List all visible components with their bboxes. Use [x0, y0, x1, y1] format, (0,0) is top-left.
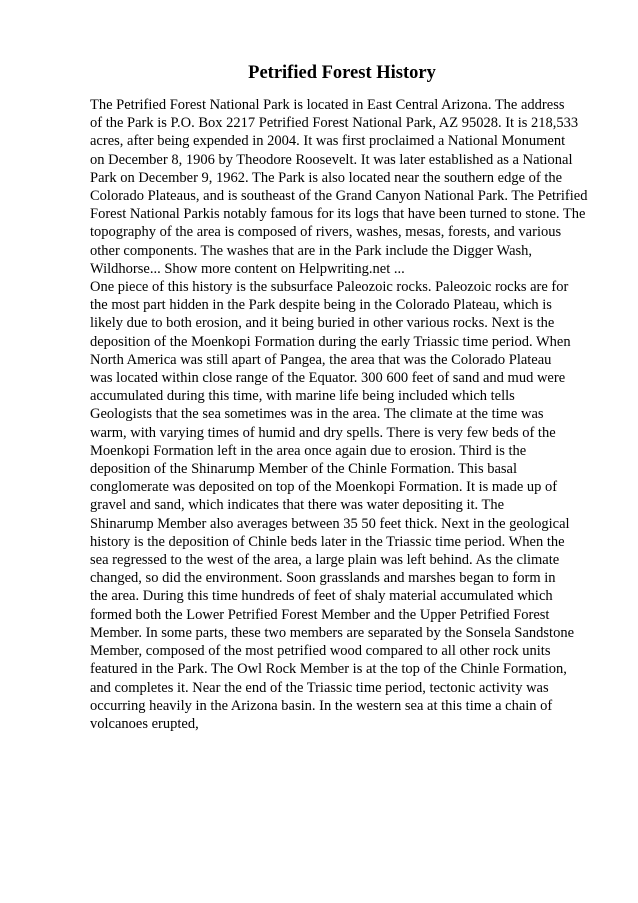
- body-text-line: featured in the Park. The Owl Rock Member is at the top of the Chinle Formation,: [90, 661, 567, 678]
- body-text-line: history is the deposition of Chinle beds later in the Triassic time period. When the: [90, 533, 565, 550]
- document-body: [90, 96, 600, 733]
- body-text-line: occurring heavily in the Arizona basin. In the western sea at this time a chain of: [90, 697, 553, 714]
- body-text-line: warm, with varying times of humid and dry spells. There is very few beds of the: [90, 424, 556, 441]
- body-text-line: sea regressed to the west of the area, a large plain was left behind. As the climate: [90, 552, 560, 569]
- body-text-line: Geologists that the sea sometimes was in the area. The climate at the time was: [90, 406, 544, 423]
- body-text-line: topography of the area is composed of rivers, washes, mesas, forests, and various: [90, 224, 562, 241]
- body-text-line: Wildhorse... Show more content on Helpwriting.net ...: [90, 260, 405, 277]
- body-text-line: accumulated during this time, with marine life being included which tells: [90, 388, 515, 405]
- document-title: Petrified Forest History: [248, 63, 436, 83]
- body-text-line: volcanoes erupted,: [90, 715, 199, 732]
- body-text-line: other components. The washes that are in the Park include the Digger Wash,: [90, 242, 533, 259]
- body-text-line: Park on December 9, 1962. The Park is also located near the southern edge of the: [90, 169, 563, 186]
- body-text-line: The Petrified Forest National Park is located in East Central Arizona. The address: [90, 97, 565, 113]
- body-text-line: the area. During this time hundreds of feet of shaly material accumulated which: [90, 588, 553, 605]
- body-text-line: was located within close range of the Equator. 300 600 feet of sand and mud were: [90, 370, 566, 387]
- body-text-line: of the Park is P.O. Box 2217 Petrified Forest National Park, AZ 95028. It is 218,533: [90, 115, 579, 132]
- body-text-line: North America was still apart of Pangea, the area that was the Colorado Plateau: [90, 351, 552, 368]
- body-text-line: likely due to both erosion, and it being buried in other various rocks. Next is the: [90, 315, 555, 332]
- body-text-line: Member. In some parts, these two members are separated by the Sonsela Sandstone: [90, 624, 575, 641]
- body-text-line: Forest National Parkis notably famous for its logs that have been turned to stone. The: [90, 206, 586, 223]
- body-text-line: conglomerate was deposited on top of the Moenkopi Formation. It is made up of: [90, 479, 558, 496]
- body-text-line: gravel and sand, which indicates that there was water depositing it. The: [90, 497, 505, 514]
- body-text-line: and completes it. Near the end of the Triassic time period, tectonic activity was: [90, 679, 549, 696]
- body-text-line: the most part hidden in the Park despite being in the Colorado Plateau, which is: [90, 297, 552, 314]
- body-text-line: acres, after being expended in 2004. It was first proclaimed a National Monument: [90, 133, 566, 150]
- body-text-line: on December 8, 1906 by Theodore Roosevelt. It was later established as a National: [90, 151, 573, 168]
- body-text-line: Moenkopi Formation left in the area once again due to erosion. Third is the: [90, 442, 527, 459]
- body-text-line: formed both the Lower Petrified Forest Member and the Upper Petrified Forest: [90, 606, 550, 623]
- body-text-line: One piece of this history is the subsurface Paleozoic rocks. Paleozoic rocks are for: [90, 279, 569, 296]
- body-text-line: deposition of the Shinarump Member of the Chinle Formation. This basal: [90, 461, 518, 478]
- body-text-line: changed, so did the environment. Soon grasslands and marshes began to form in: [90, 570, 556, 587]
- body-text-line: Member, composed of the most petrified wood compared to all other rock units: [90, 643, 551, 660]
- body-text-line: deposition of the Moenkopi Formation during the early Triassic time period. When: [90, 333, 571, 350]
- body-text-line: Shinarump Member also averages between 35 50 feet thick. Next in the geological: [90, 515, 570, 532]
- body-text-line: Colorado Plateaus, and is southeast of the Grand Canyon National Park. The Petrified: [90, 188, 588, 205]
